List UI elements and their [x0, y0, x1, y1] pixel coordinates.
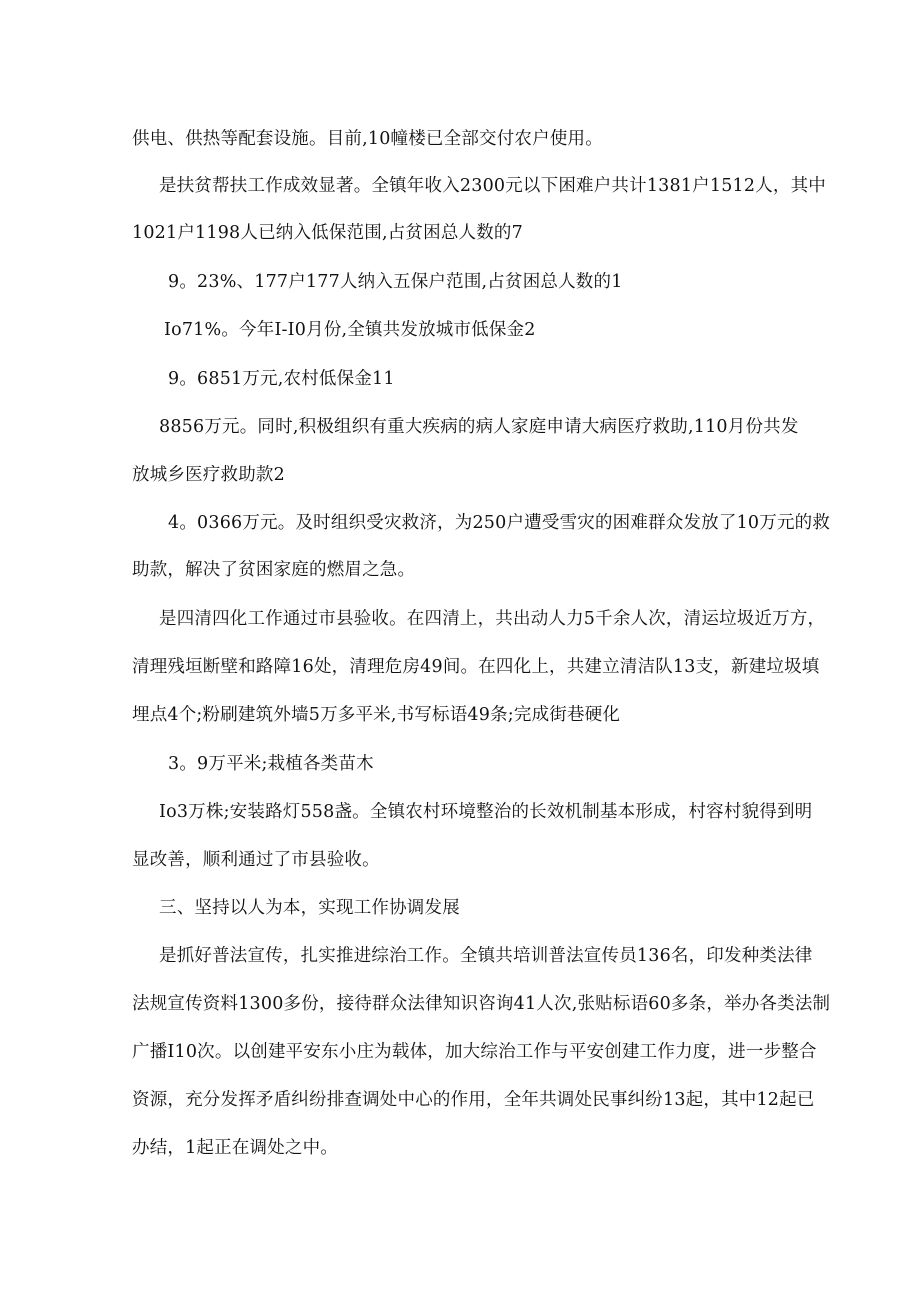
text-line: 9。23%、177户177人纳入五保户范围,占贫困总人数的1: [168, 272, 623, 292]
text-line: 4。0366万元。及时组织受灾救济，为250户遭受雪灾的困难群众发放了10万元的救: [168, 513, 831, 533]
text-line: 是扶贫帮扶工作成效显著。全镇年收入2300元以下困难户共计1381户1512人，其中: [159, 176, 827, 196]
text-line: 显改善，顺利通过了市县验收。: [132, 850, 380, 870]
text-line: 1021户1198人已纳入低保范围,占贫困总人数的7: [132, 223, 523, 243]
text-line: 3。9万平米;栽植各类苗木: [168, 754, 374, 774]
text-line: 法规宣传资料1300多份，接待群众法律知识咨询41人次,张贴标语60多条，举办各类法制: [132, 994, 831, 1014]
text-line: 是抓好普法宣传，扎实推进综治工作。全镇共培训普法宣传员136名，印发种类法律: [159, 946, 813, 966]
text-line: 8856万元。同时,积极组织有重大疾病的病人家庭申请大病医疗救助,110月份共发: [159, 417, 799, 437]
text-line: 助款，解决了贫困家庭的燃眉之急。: [132, 560, 416, 580]
text-line: 是四清四化工作通过市县验收。在四清上，共出动人力5千余人次，清运垃圾近万方，: [159, 609, 826, 629]
section-heading: 三、坚持以人为本，实现工作协调发展: [159, 898, 460, 918]
text-line: 广播I10次。以创建平安东小庄为载体，加大综治工作与平安创建工作力度，进一步整合: [132, 1042, 817, 1062]
text-line: Io71%。今年I-I0月份,全镇共发放城市低保金2: [164, 320, 536, 340]
text-line: 清理残垣断壁和路障16处，清理危房49间。在四化上，共建立清洁队13支，新建垃圾填: [132, 657, 820, 677]
text-line: 资源，充分发挥矛盾纠纷排查调处中心的作用，全年共调处民事纠纷13起，其中12起已: [132, 1090, 815, 1110]
text-line: 供电、供热等配套设施。目前,10幢楼已全部交付农户使用。: [132, 129, 603, 149]
text-line: 放城乡医疗救助款2: [132, 465, 285, 485]
text-line: 办结，1起正在调处之中。: [132, 1138, 339, 1158]
text-line: 9。6851万元,农村低保金11: [168, 369, 395, 389]
text-line: 埋点4个;粉刷建筑外墙5万多平米,书写标语49条;完成街巷硬化: [132, 705, 621, 725]
text-line: Io3万株;安装路灯558盏。全镇农村环境整治的长效机制基本形成，村容村貌得到明: [159, 802, 813, 822]
